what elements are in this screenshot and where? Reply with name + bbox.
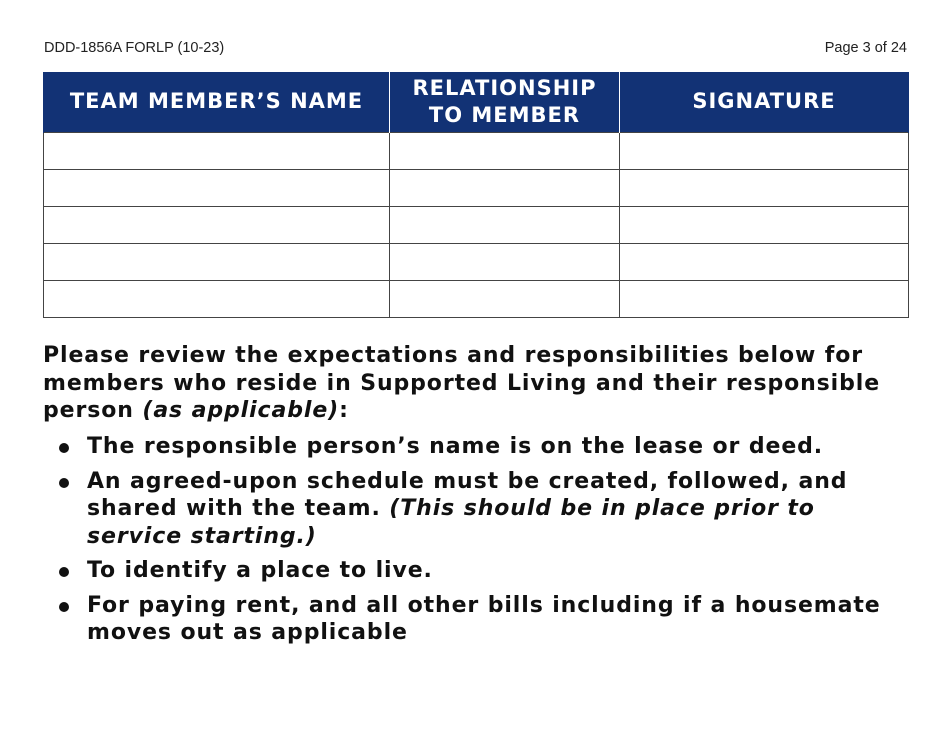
column-header-signature: SIGNATURE <box>620 72 909 132</box>
intro-paragraph <box>43 342 913 425</box>
list-item <box>87 468 917 551</box>
responsibility-list <box>87 433 917 654</box>
name-cell[interactable] <box>44 206 390 243</box>
team-member-table <box>43 72 909 318</box>
bullet-icon <box>59 567 69 577</box>
signature-cell[interactable] <box>620 243 909 280</box>
bullet-icon <box>59 602 69 612</box>
signature-cell[interactable] <box>620 169 909 206</box>
form-id: DDD-1856A FORLP (10-23) <box>44 40 225 56</box>
intro-end: : <box>339 398 349 423</box>
table-row <box>44 243 909 280</box>
intro-text: Please review the expectations and responsibilities below for members who reside in Supported Living and their responsible person <box>43 343 881 423</box>
column-header-name: TEAM MEMBER’S NAME <box>44 72 390 132</box>
signature-cell[interactable] <box>620 280 909 317</box>
column-header-relationship: RELATIONSHIP TO MEMBER <box>390 72 620 132</box>
name-cell[interactable] <box>44 243 390 280</box>
table-row <box>44 169 909 206</box>
intro-italic-text: (as applicable) <box>142 398 340 423</box>
table-row <box>44 280 909 317</box>
table-row <box>44 206 909 243</box>
bullet-icon <box>59 443 69 453</box>
name-cell[interactable] <box>44 169 390 206</box>
relationship-cell[interactable] <box>390 132 620 169</box>
list-item-italic-text: (This should be in place prior to service starting.) <box>87 496 815 549</box>
table-header-row <box>44 72 909 132</box>
relationship-cell[interactable] <box>390 169 620 206</box>
list-item <box>87 433 917 461</box>
signature-cell[interactable] <box>620 132 909 169</box>
name-cell[interactable] <box>44 280 390 317</box>
relationship-cell[interactable] <box>390 243 620 280</box>
list-item <box>87 592 917 647</box>
list-item-text: An agreed-upon schedule must be created, followed, and shared with the team. <box>87 468 848 521</box>
list-item-text: The responsible person’s name is on the lease or deed. <box>87 434 824 459</box>
table-row <box>44 132 909 169</box>
list-item <box>87 557 917 585</box>
relationship-cell[interactable] <box>390 206 620 243</box>
page-number: Page 3 of 24 <box>824 40 907 56</box>
name-cell[interactable] <box>44 132 390 169</box>
bullet-icon <box>59 478 69 488</box>
list-item-text: For paying rent, and all other bills including if a housemate moves out as applicable <box>87 592 881 645</box>
list-item-text: To identify a place to live. <box>87 558 433 583</box>
relationship-cell[interactable] <box>390 280 620 317</box>
signature-cell[interactable] <box>620 206 909 243</box>
